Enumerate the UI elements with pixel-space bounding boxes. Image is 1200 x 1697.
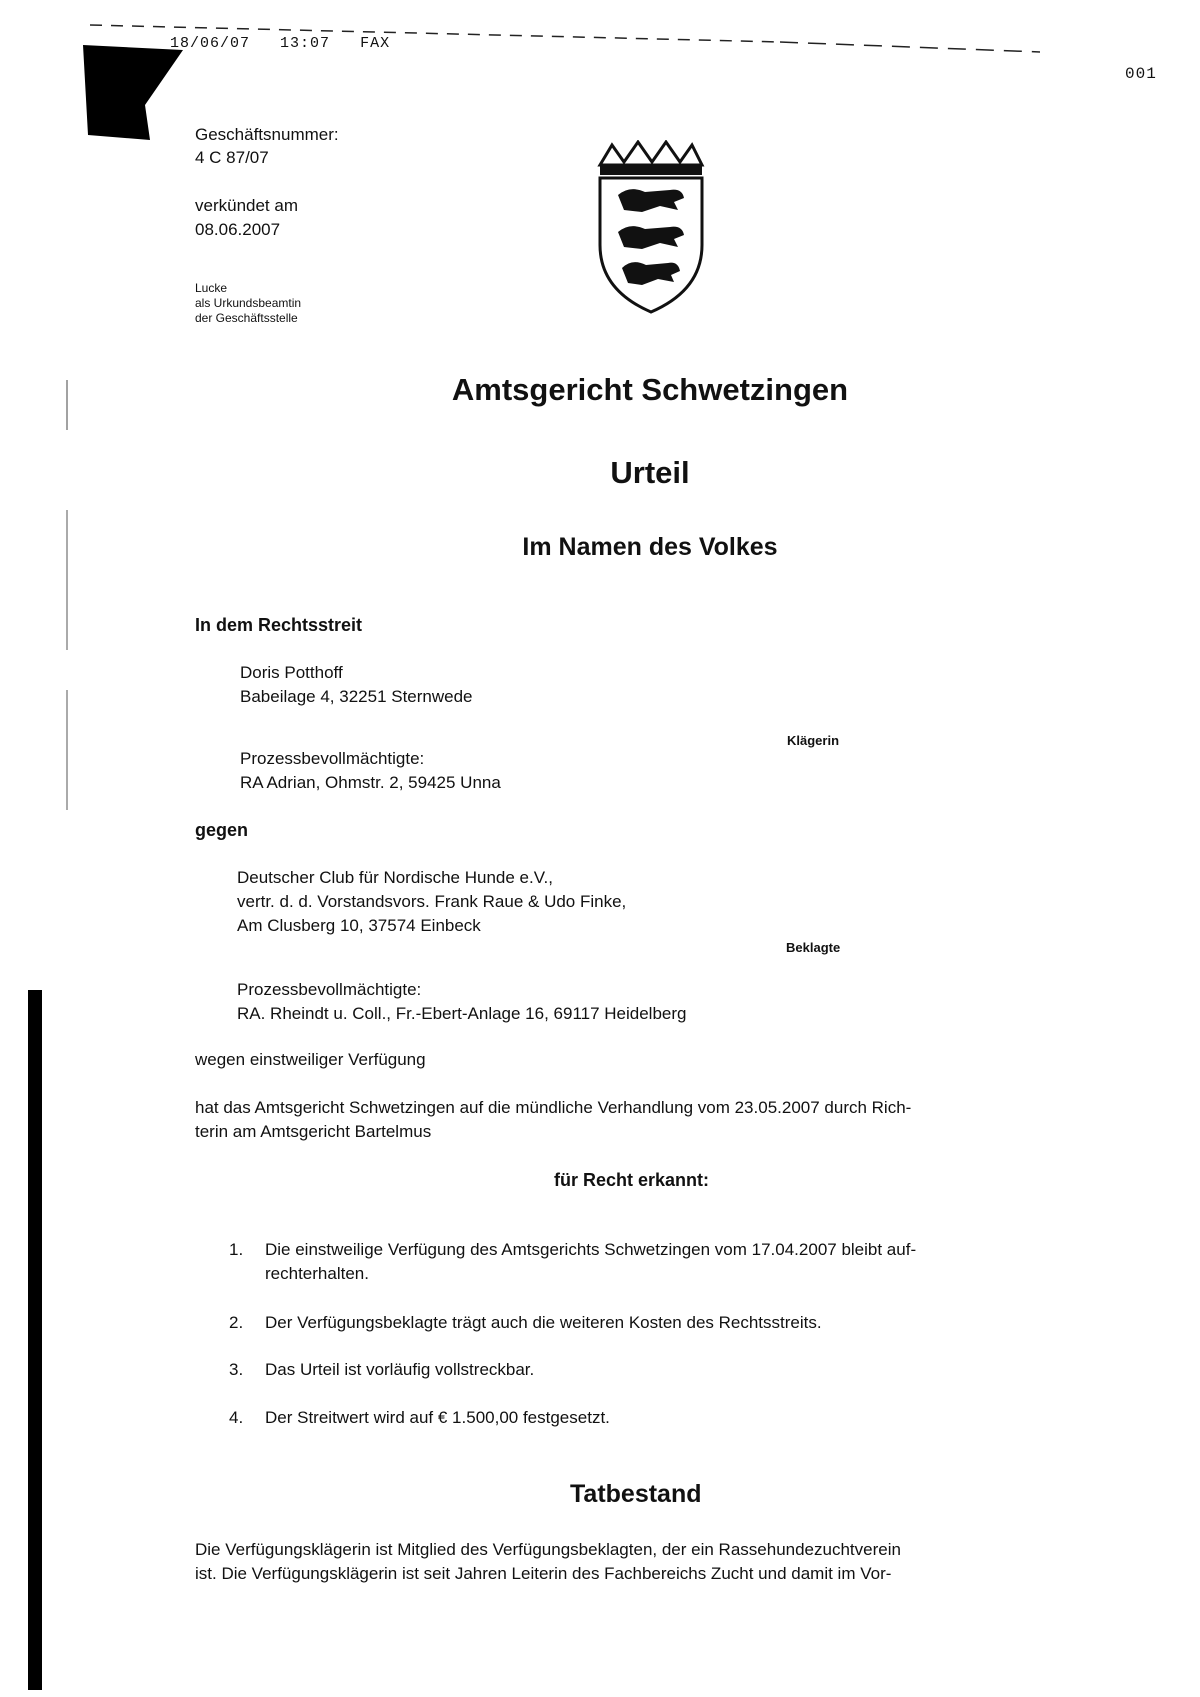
verdict-item-4-number: 4. bbox=[229, 1408, 244, 1427]
fax-header bbox=[170, 35, 390, 52]
plaintiff-role: Klägerin bbox=[787, 733, 840, 748]
against-text: gegen bbox=[195, 820, 249, 840]
plaintiff-counsel-label: Prozessbevollmächtigte: bbox=[240, 749, 425, 768]
coat-of-arms-emblem bbox=[590, 140, 710, 315]
facts-heading: Tatbestand bbox=[570, 1480, 702, 1508]
clerk-line-2: als Urkundsbeamtin bbox=[195, 296, 302, 310]
announced-label: verkündet am bbox=[195, 196, 298, 215]
clerk-line-3: der Geschäftsstelle bbox=[195, 311, 298, 325]
defendant-name: Deutscher Club für Nordische Hunde e.V., bbox=[237, 868, 553, 887]
fax-time: 13:07 bbox=[280, 35, 331, 52]
defendant-role: Beklagte bbox=[786, 940, 841, 955]
intro-text: In dem Rechtsstreit bbox=[195, 615, 363, 635]
court-name: Amtsgericht Schwetzingen bbox=[451, 372, 849, 407]
announced-date: 08.06.2007 bbox=[195, 220, 281, 239]
scan-black-bar bbox=[0, 30, 200, 1690]
defendant-counsel-label: Prozessbevollmächtigte: bbox=[237, 980, 422, 999]
fax-label: FAX bbox=[360, 35, 391, 52]
fax-date: 18/06/07 bbox=[170, 35, 251, 52]
plaintiff-counsel: RA Adrian, Ohmstr. 2, 59425 Unna bbox=[240, 773, 501, 792]
preamble-line-2: terin am Amtsgericht Bartelmus bbox=[195, 1122, 432, 1141]
facts-line-2: ist. Die Verfügungsklägerin ist seit Jahren Leiterin des Fachbereichs Zucht und damit im Vor- bbox=[195, 1564, 892, 1583]
judgment-title: Urteil bbox=[610, 455, 690, 490]
verdict-item-1-line-1: Die einstweilige Verfügung des Amtsgerichts Schwetzingen vom 17.04.2007 bleibt auf- bbox=[265, 1240, 917, 1259]
defendant-counsel: RA. Rheindt u. Coll., Fr.-Ebert-Anlage 16, 69117 Heidelberg bbox=[237, 1004, 687, 1023]
defendant-representative: vertr. d. d. Vorstandsvors. Frank Raue & Udo Finke, bbox=[237, 892, 627, 911]
verdict-item-2-line-1: Der Verfügungsbeklagte trägt auch die weiteren Kosten des Rechtsstreits. bbox=[265, 1313, 822, 1332]
subject-text: wegen einstweiliger Verfügung bbox=[195, 1050, 426, 1069]
verdict-item-3-line-1: Das Urteil ist vorläufig vollstreckbar. bbox=[265, 1360, 535, 1379]
verdict-item-4-line-1: Der Streitwert wird auf € 1.500,00 festgesetzt. bbox=[265, 1408, 610, 1427]
clerk-line-1: Lucke bbox=[195, 281, 228, 295]
fax-page-number: 001 bbox=[1125, 65, 1157, 83]
preamble-line-1: hat das Amtsgericht Schwetzingen auf die mündliche Verhandlung vom 23.05.2007 durch Rich- bbox=[195, 1098, 912, 1117]
facts-line-1: Die Verfügungsklägerin ist Mitglied des Verfügungsbeklagten, der ein Rassehundezuchtverein bbox=[195, 1540, 901, 1559]
defendant-address: Am Clusberg 10, 37574 Einbeck bbox=[237, 916, 481, 935]
plaintiff-address: Babeilage 4, 32251 Sternwede bbox=[240, 687, 473, 706]
verdict-item-1-number: 1. bbox=[229, 1240, 244, 1259]
verdict-item-2-number: 2. bbox=[229, 1313, 244, 1332]
in-the-name-heading: Im Namen des Volkes bbox=[522, 533, 778, 561]
verdict-heading: für Recht erkannt: bbox=[554, 1170, 710, 1190]
case-number: 4 C 87/07 bbox=[195, 148, 269, 167]
verdict-item-1-line-2: rechterhalten. bbox=[265, 1264, 369, 1283]
case-number-label: Geschäftsnummer: bbox=[195, 125, 339, 144]
verdict-item-3-number: 3. bbox=[229, 1360, 244, 1379]
plaintiff-name: Doris Potthoff bbox=[240, 663, 343, 682]
